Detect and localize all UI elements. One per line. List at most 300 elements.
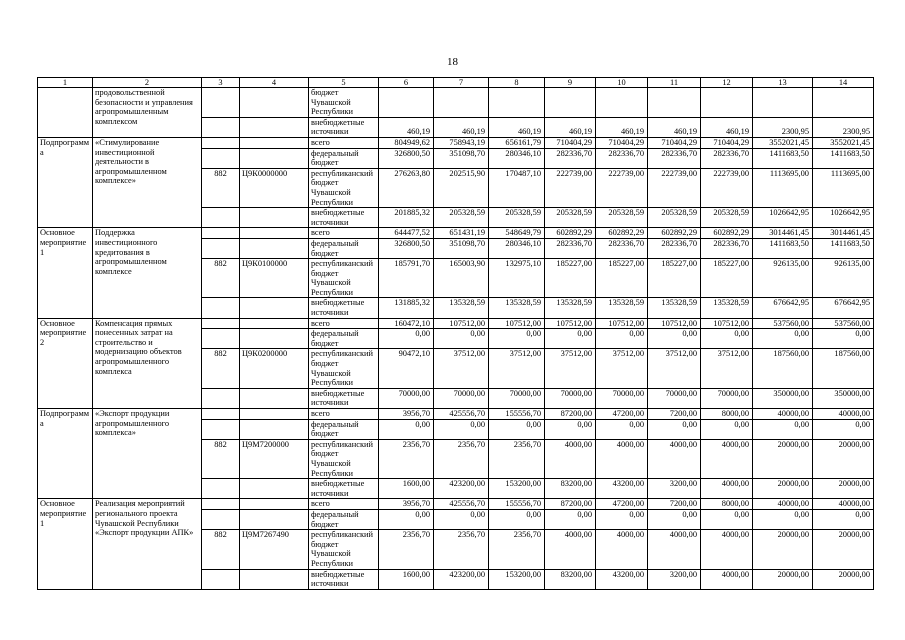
value-cell: 676642,95 <box>753 298 813 318</box>
value-cell: 37512,00 <box>489 349 545 388</box>
value-cell: 602892,29 <box>648 228 701 239</box>
value-cell: 187560,00 <box>813 349 874 388</box>
budget-table <box>37 77 874 590</box>
value-cell: 135328,59 <box>701 298 753 318</box>
value-cell: 2300,95 <box>813 117 874 137</box>
code-cell <box>240 329 309 349</box>
code-cell <box>240 479 309 499</box>
value-cell: 326800,50 <box>379 148 434 168</box>
value-cell: 460,19 <box>434 117 489 137</box>
value-cell: 70000,00 <box>545 388 596 408</box>
source-cell: всего <box>309 318 379 329</box>
source-cell: бюджет Чувашской Республики <box>309 88 379 118</box>
value-cell: 20000,00 <box>753 439 813 478</box>
value-cell: 656161,79 <box>489 137 545 148</box>
value-cell: 185227,00 <box>596 259 648 298</box>
code-cell: Ц9К0200000 <box>240 349 309 388</box>
value-cell: 3014461,45 <box>753 228 813 239</box>
gr-cell <box>202 509 240 529</box>
gr-cell <box>202 228 240 239</box>
source-cell: федеральный бюджет <box>309 329 379 349</box>
value-cell: 3956,70 <box>379 499 434 510</box>
value-cell: 282336,70 <box>545 238 596 258</box>
column-number: 8 <box>489 78 545 88</box>
value-cell: 4000,00 <box>701 479 753 499</box>
code-cell <box>240 228 309 239</box>
value-cell: 40000,00 <box>753 499 813 510</box>
value-cell: 2356,70 <box>379 439 434 478</box>
value-cell: 4000,00 <box>648 530 701 569</box>
source-cell: внебюджетные источники <box>309 208 379 228</box>
value-cell: 350000,00 <box>813 388 874 408</box>
value-cell: 537560,00 <box>813 318 874 329</box>
value-cell: 170487,10 <box>489 168 545 207</box>
gr-cell <box>202 208 240 228</box>
value-cell: 423200,00 <box>434 479 489 499</box>
value-cell <box>648 88 701 118</box>
value-cell <box>545 88 596 118</box>
value-cell: 165003,90 <box>434 259 489 298</box>
value-cell: 185227,00 <box>545 259 596 298</box>
value-cell: 135328,59 <box>489 298 545 318</box>
value-cell: 131885,32 <box>379 298 434 318</box>
value-cell: 40000,00 <box>753 409 813 420</box>
value-cell: 205328,59 <box>596 208 648 228</box>
page-number: 18 <box>447 56 458 68</box>
value-cell: 0,00 <box>545 419 596 439</box>
block-type-cell: Подпрограмма <box>38 137 93 227</box>
value-cell: 153200,00 <box>489 569 545 589</box>
gr-cell <box>202 318 240 329</box>
value-cell: 710404,29 <box>701 137 753 148</box>
value-cell <box>701 88 753 118</box>
value-cell: 0,00 <box>813 509 874 529</box>
source-cell: всего <box>309 137 379 148</box>
source-cell: внебюджетные источники <box>309 117 379 137</box>
value-cell: 155556,70 <box>489 409 545 420</box>
value-cell: 4000,00 <box>701 530 753 569</box>
value-cell: 282336,70 <box>545 148 596 168</box>
value-cell: 222739,00 <box>545 168 596 207</box>
value-cell: 282336,70 <box>648 148 701 168</box>
source-cell: всего <box>309 499 379 510</box>
value-cell: 1600,00 <box>379 569 434 589</box>
gr-cell <box>202 137 240 148</box>
source-cell: внебюджетные источники <box>309 479 379 499</box>
value-cell: 20000,00 <box>753 479 813 499</box>
value-cell: 282336,70 <box>701 148 753 168</box>
value-cell: 644477,52 <box>379 228 434 239</box>
value-cell: 37512,00 <box>648 349 701 388</box>
value-cell: 2356,70 <box>434 530 489 569</box>
value-cell: 70000,00 <box>596 388 648 408</box>
source-cell: внебюджетные источники <box>309 388 379 408</box>
value-cell: 350000,00 <box>753 388 813 408</box>
value-cell: 0,00 <box>753 419 813 439</box>
value-cell: 222739,00 <box>648 168 701 207</box>
source-cell: республиканский бюджет Чувашской Республики <box>309 168 379 207</box>
value-cell: 804949,62 <box>379 137 434 148</box>
value-cell: 83200,00 <box>545 569 596 589</box>
value-cell: 0,00 <box>379 329 434 349</box>
value-cell: 0,00 <box>434 509 489 529</box>
value-cell: 537560,00 <box>753 318 813 329</box>
value-cell: 0,00 <box>489 419 545 439</box>
value-cell: 280346,10 <box>489 148 545 168</box>
value-cell: 185227,00 <box>648 259 701 298</box>
value-cell: 0,00 <box>813 329 874 349</box>
value-cell: 276263,80 <box>379 168 434 207</box>
gr-cell: 882 <box>202 349 240 388</box>
gr-cell <box>202 298 240 318</box>
value-cell: 1113695,00 <box>753 168 813 207</box>
value-cell: 20000,00 <box>813 439 874 478</box>
block-name-cell: «Стимулирование инвестиционной деятельности в агропромышленном комплексе» <box>93 137 202 227</box>
code-cell <box>240 318 309 329</box>
value-cell: 4000,00 <box>545 530 596 569</box>
value-cell: 43200,00 <box>596 479 648 499</box>
value-cell: 0,00 <box>434 419 489 439</box>
value-cell: 201885,32 <box>379 208 434 228</box>
block-type-cell: Основное мероприятие 1 <box>38 228 93 318</box>
table-row <box>38 499 874 510</box>
value-cell: 710404,29 <box>596 137 648 148</box>
column-number: 6 <box>379 78 434 88</box>
column-number: 7 <box>434 78 489 88</box>
value-cell <box>596 88 648 118</box>
value-cell: 70000,00 <box>434 388 489 408</box>
gr-cell <box>202 409 240 420</box>
value-cell: 70000,00 <box>489 388 545 408</box>
value-cell: 0,00 <box>753 509 813 529</box>
value-cell: 37512,00 <box>596 349 648 388</box>
value-cell: 107512,00 <box>545 318 596 329</box>
value-cell: 205328,59 <box>434 208 489 228</box>
value-cell: 37512,00 <box>701 349 753 388</box>
value-cell: 7200,00 <box>648 499 701 510</box>
block-name-cell: продовольственной безопасности и управления агропромышленным комплексом <box>93 88 202 138</box>
source-cell: республиканский бюджет Чувашской Республики <box>309 439 379 478</box>
value-cell: 1411683,50 <box>813 238 874 258</box>
value-cell: 132975,10 <box>489 259 545 298</box>
code-cell <box>240 419 309 439</box>
value-cell: 185227,00 <box>701 259 753 298</box>
value-cell: 153200,00 <box>489 479 545 499</box>
value-cell: 351098,70 <box>434 148 489 168</box>
source-cell: внебюджетные источники <box>309 569 379 589</box>
value-cell: 2356,70 <box>489 439 545 478</box>
gr-cell <box>202 419 240 439</box>
value-cell: 1411683,50 <box>753 148 813 168</box>
value-cell: 135328,59 <box>434 298 489 318</box>
value-cell: 0,00 <box>489 509 545 529</box>
code-cell <box>240 137 309 148</box>
value-cell: 460,19 <box>379 117 434 137</box>
gr-cell <box>202 88 240 118</box>
value-cell: 3956,70 <box>379 409 434 420</box>
value-cell: 460,19 <box>489 117 545 137</box>
value-cell: 8000,00 <box>701 499 753 510</box>
value-cell: 205328,59 <box>648 208 701 228</box>
value-cell: 205328,59 <box>701 208 753 228</box>
value-cell: 926135,00 <box>753 259 813 298</box>
value-cell: 107512,00 <box>596 318 648 329</box>
value-cell: 282336,70 <box>701 238 753 258</box>
block-type-cell: Основное мероприятие 1 <box>38 499 93 589</box>
source-cell: федеральный бюджет <box>309 419 379 439</box>
value-cell: 83200,00 <box>545 479 596 499</box>
value-cell: 70000,00 <box>701 388 753 408</box>
value-cell: 2356,70 <box>379 530 434 569</box>
code-cell <box>240 569 309 589</box>
value-cell: 0,00 <box>379 509 434 529</box>
value-cell: 47200,00 <box>596 499 648 510</box>
gr-cell <box>202 329 240 349</box>
value-cell: 460,19 <box>596 117 648 137</box>
value-cell: 0,00 <box>545 329 596 349</box>
source-cell: республиканский бюджет Чувашской Республики <box>309 530 379 569</box>
value-cell: 20000,00 <box>753 569 813 589</box>
value-cell: 425556,70 <box>434 409 489 420</box>
value-cell: 602892,29 <box>701 228 753 239</box>
block-type-cell: Подпрограмма <box>38 409 93 499</box>
column-number: 2 <box>93 78 202 88</box>
gr-cell: 882 <box>202 439 240 478</box>
value-cell: 0,00 <box>596 419 648 439</box>
value-cell: 4000,00 <box>545 439 596 478</box>
value-cell: 3014461,45 <box>813 228 874 239</box>
value-cell: 4000,00 <box>701 569 753 589</box>
code-cell <box>240 298 309 318</box>
value-cell: 20000,00 <box>813 479 874 499</box>
value-cell: 0,00 <box>701 509 753 529</box>
value-cell: 0,00 <box>596 509 648 529</box>
value-cell: 20000,00 <box>753 530 813 569</box>
value-cell <box>434 88 489 118</box>
value-cell: 1026642,95 <box>813 208 874 228</box>
value-cell: 135328,59 <box>596 298 648 318</box>
value-cell: 107512,00 <box>489 318 545 329</box>
table-row <box>38 137 874 148</box>
code-cell <box>240 238 309 258</box>
value-cell: 135328,59 <box>545 298 596 318</box>
value-cell: 155556,70 <box>489 499 545 510</box>
value-cell: 0,00 <box>648 419 701 439</box>
column-number: 10 <box>596 78 648 88</box>
table-row <box>38 228 874 239</box>
value-cell: 0,00 <box>434 329 489 349</box>
value-cell: 0,00 <box>489 329 545 349</box>
gr-cell <box>202 479 240 499</box>
value-cell: 1411683,50 <box>813 148 874 168</box>
value-cell: 282336,70 <box>596 238 648 258</box>
value-cell: 202515,90 <box>434 168 489 207</box>
value-cell: 676642,95 <box>813 298 874 318</box>
value-cell: 8000,00 <box>701 409 753 420</box>
value-cell: 2356,70 <box>434 439 489 478</box>
column-number: 3 <box>202 78 240 88</box>
block-type-cell: Основное мероприятие 2 <box>38 318 93 408</box>
table-row <box>38 409 874 420</box>
value-cell: 205328,59 <box>545 208 596 228</box>
value-cell: 47200,00 <box>596 409 648 420</box>
source-cell: республиканский бюджет Чувашской Республики <box>309 349 379 388</box>
table-header <box>38 78 874 88</box>
code-cell <box>240 388 309 408</box>
table-body <box>38 88 874 590</box>
value-cell <box>379 88 434 118</box>
value-cell: 187560,00 <box>753 349 813 388</box>
column-number: 5 <box>309 78 379 88</box>
value-cell: 43200,00 <box>596 569 648 589</box>
value-cell: 90472,10 <box>379 349 434 388</box>
value-cell: 0,00 <box>648 509 701 529</box>
gr-cell <box>202 117 240 137</box>
value-cell: 1600,00 <box>379 479 434 499</box>
column-number: 1 <box>38 78 93 88</box>
value-cell: 460,19 <box>545 117 596 137</box>
value-cell: 20000,00 <box>813 569 874 589</box>
code-cell <box>240 208 309 228</box>
gr-cell: 882 <box>202 259 240 298</box>
value-cell: 40000,00 <box>813 499 874 510</box>
code-cell: Ц9М7267490 <box>240 530 309 569</box>
value-cell: 710404,29 <box>545 137 596 148</box>
value-cell: 3200,00 <box>648 479 701 499</box>
code-cell <box>240 499 309 510</box>
value-cell: 0,00 <box>648 329 701 349</box>
gr-cell <box>202 238 240 258</box>
code-cell <box>240 117 309 137</box>
block-name-cell: Поддержка инвестиционного кредитования в агропромышленном комплексе <box>93 228 202 318</box>
value-cell: 602892,29 <box>545 228 596 239</box>
value-cell: 2356,70 <box>489 530 545 569</box>
value-cell: 70000,00 <box>648 388 701 408</box>
value-cell: 135328,59 <box>648 298 701 318</box>
value-cell: 1113695,00 <box>813 168 874 207</box>
code-cell <box>240 148 309 168</box>
gr-cell <box>202 499 240 510</box>
value-cell: 0,00 <box>813 419 874 439</box>
value-cell: 107512,00 <box>701 318 753 329</box>
value-cell: 107512,00 <box>648 318 701 329</box>
value-cell: 423200,00 <box>434 569 489 589</box>
value-cell: 460,19 <box>701 117 753 137</box>
value-cell: 0,00 <box>753 329 813 349</box>
value-cell: 282336,70 <box>596 148 648 168</box>
value-cell: 20000,00 <box>813 530 874 569</box>
value-cell: 0,00 <box>379 419 434 439</box>
value-cell: 282336,70 <box>648 238 701 258</box>
value-cell: 3552021,45 <box>753 137 813 148</box>
value-cell: 0,00 <box>545 509 596 529</box>
value-cell: 40000,00 <box>813 409 874 420</box>
value-cell: 758943,19 <box>434 137 489 148</box>
value-cell: 926135,00 <box>813 259 874 298</box>
gr-cell: 882 <box>202 530 240 569</box>
value-cell: 425556,70 <box>434 499 489 510</box>
table-row <box>38 318 874 329</box>
block-name-cell: «Экспорт продукции агропромышленного комплекса» <box>93 409 202 499</box>
column-number: 11 <box>648 78 701 88</box>
value-cell: 0,00 <box>596 329 648 349</box>
value-cell: 4000,00 <box>596 439 648 478</box>
value-cell: 205328,59 <box>489 208 545 228</box>
value-cell: 460,19 <box>648 117 701 137</box>
gr-cell <box>202 569 240 589</box>
table-row <box>38 88 874 118</box>
code-cell <box>240 509 309 529</box>
value-cell: 87200,00 <box>545 409 596 420</box>
value-cell <box>753 88 813 118</box>
source-cell: внебюджетные источники <box>309 298 379 318</box>
value-cell: 280346,10 <box>489 238 545 258</box>
column-number: 9 <box>545 78 596 88</box>
value-cell: 160472,10 <box>379 318 434 329</box>
value-cell <box>489 88 545 118</box>
value-cell: 351098,70 <box>434 238 489 258</box>
code-cell <box>240 409 309 420</box>
code-cell: Ц9К0000000 <box>240 168 309 207</box>
gr-cell <box>202 148 240 168</box>
value-cell: 548649,79 <box>489 228 545 239</box>
value-cell: 1026642,95 <box>753 208 813 228</box>
value-cell: 7200,00 <box>648 409 701 420</box>
block-type-cell <box>38 88 93 138</box>
block-name-cell: Компенсация прямых понесенных затрат на строительство и модернизацию объектов агропромышленного комплекса <box>93 318 202 408</box>
block-name-cell: Реализация мероприятий регионального проекта Чувашской Республики «Экспорт продукции АПК» <box>93 499 202 589</box>
value-cell: 70000,00 <box>379 388 434 408</box>
value-cell: 1411683,50 <box>753 238 813 258</box>
column-number: 4 <box>240 78 309 88</box>
column-number: 14 <box>813 78 874 88</box>
code-cell: Ц9М7200000 <box>240 439 309 478</box>
value-cell: 602892,29 <box>596 228 648 239</box>
value-cell: 87200,00 <box>545 499 596 510</box>
value-cell: 4000,00 <box>596 530 648 569</box>
value-cell: 326800,50 <box>379 238 434 258</box>
gr-cell: 882 <box>202 168 240 207</box>
value-cell: 651431,19 <box>434 228 489 239</box>
value-cell: 0,00 <box>701 419 753 439</box>
value-cell: 4000,00 <box>648 439 701 478</box>
source-cell: федеральный бюджет <box>309 509 379 529</box>
value-cell: 4000,00 <box>701 439 753 478</box>
value-cell: 37512,00 <box>545 349 596 388</box>
value-cell: 222739,00 <box>596 168 648 207</box>
value-cell: 2300,95 <box>753 117 813 137</box>
value-cell: 3200,00 <box>648 569 701 589</box>
value-cell: 3552021,45 <box>813 137 874 148</box>
gr-cell <box>202 388 240 408</box>
column-number: 12 <box>701 78 753 88</box>
value-cell: 222739,00 <box>701 168 753 207</box>
source-cell: республиканский бюджет Чувашской Республики <box>309 259 379 298</box>
source-cell: федеральный бюджет <box>309 148 379 168</box>
column-number: 13 <box>753 78 813 88</box>
code-cell <box>240 88 309 118</box>
source-cell: всего <box>309 228 379 239</box>
value-cell: 0,00 <box>701 329 753 349</box>
value-cell: 37512,00 <box>434 349 489 388</box>
value-cell: 185791,70 <box>379 259 434 298</box>
value-cell <box>813 88 874 118</box>
code-cell: Ц9К0100000 <box>240 259 309 298</box>
value-cell: 710404,29 <box>648 137 701 148</box>
value-cell: 107512,00 <box>434 318 489 329</box>
source-cell: всего <box>309 409 379 420</box>
source-cell: федеральный бюджет <box>309 238 379 258</box>
